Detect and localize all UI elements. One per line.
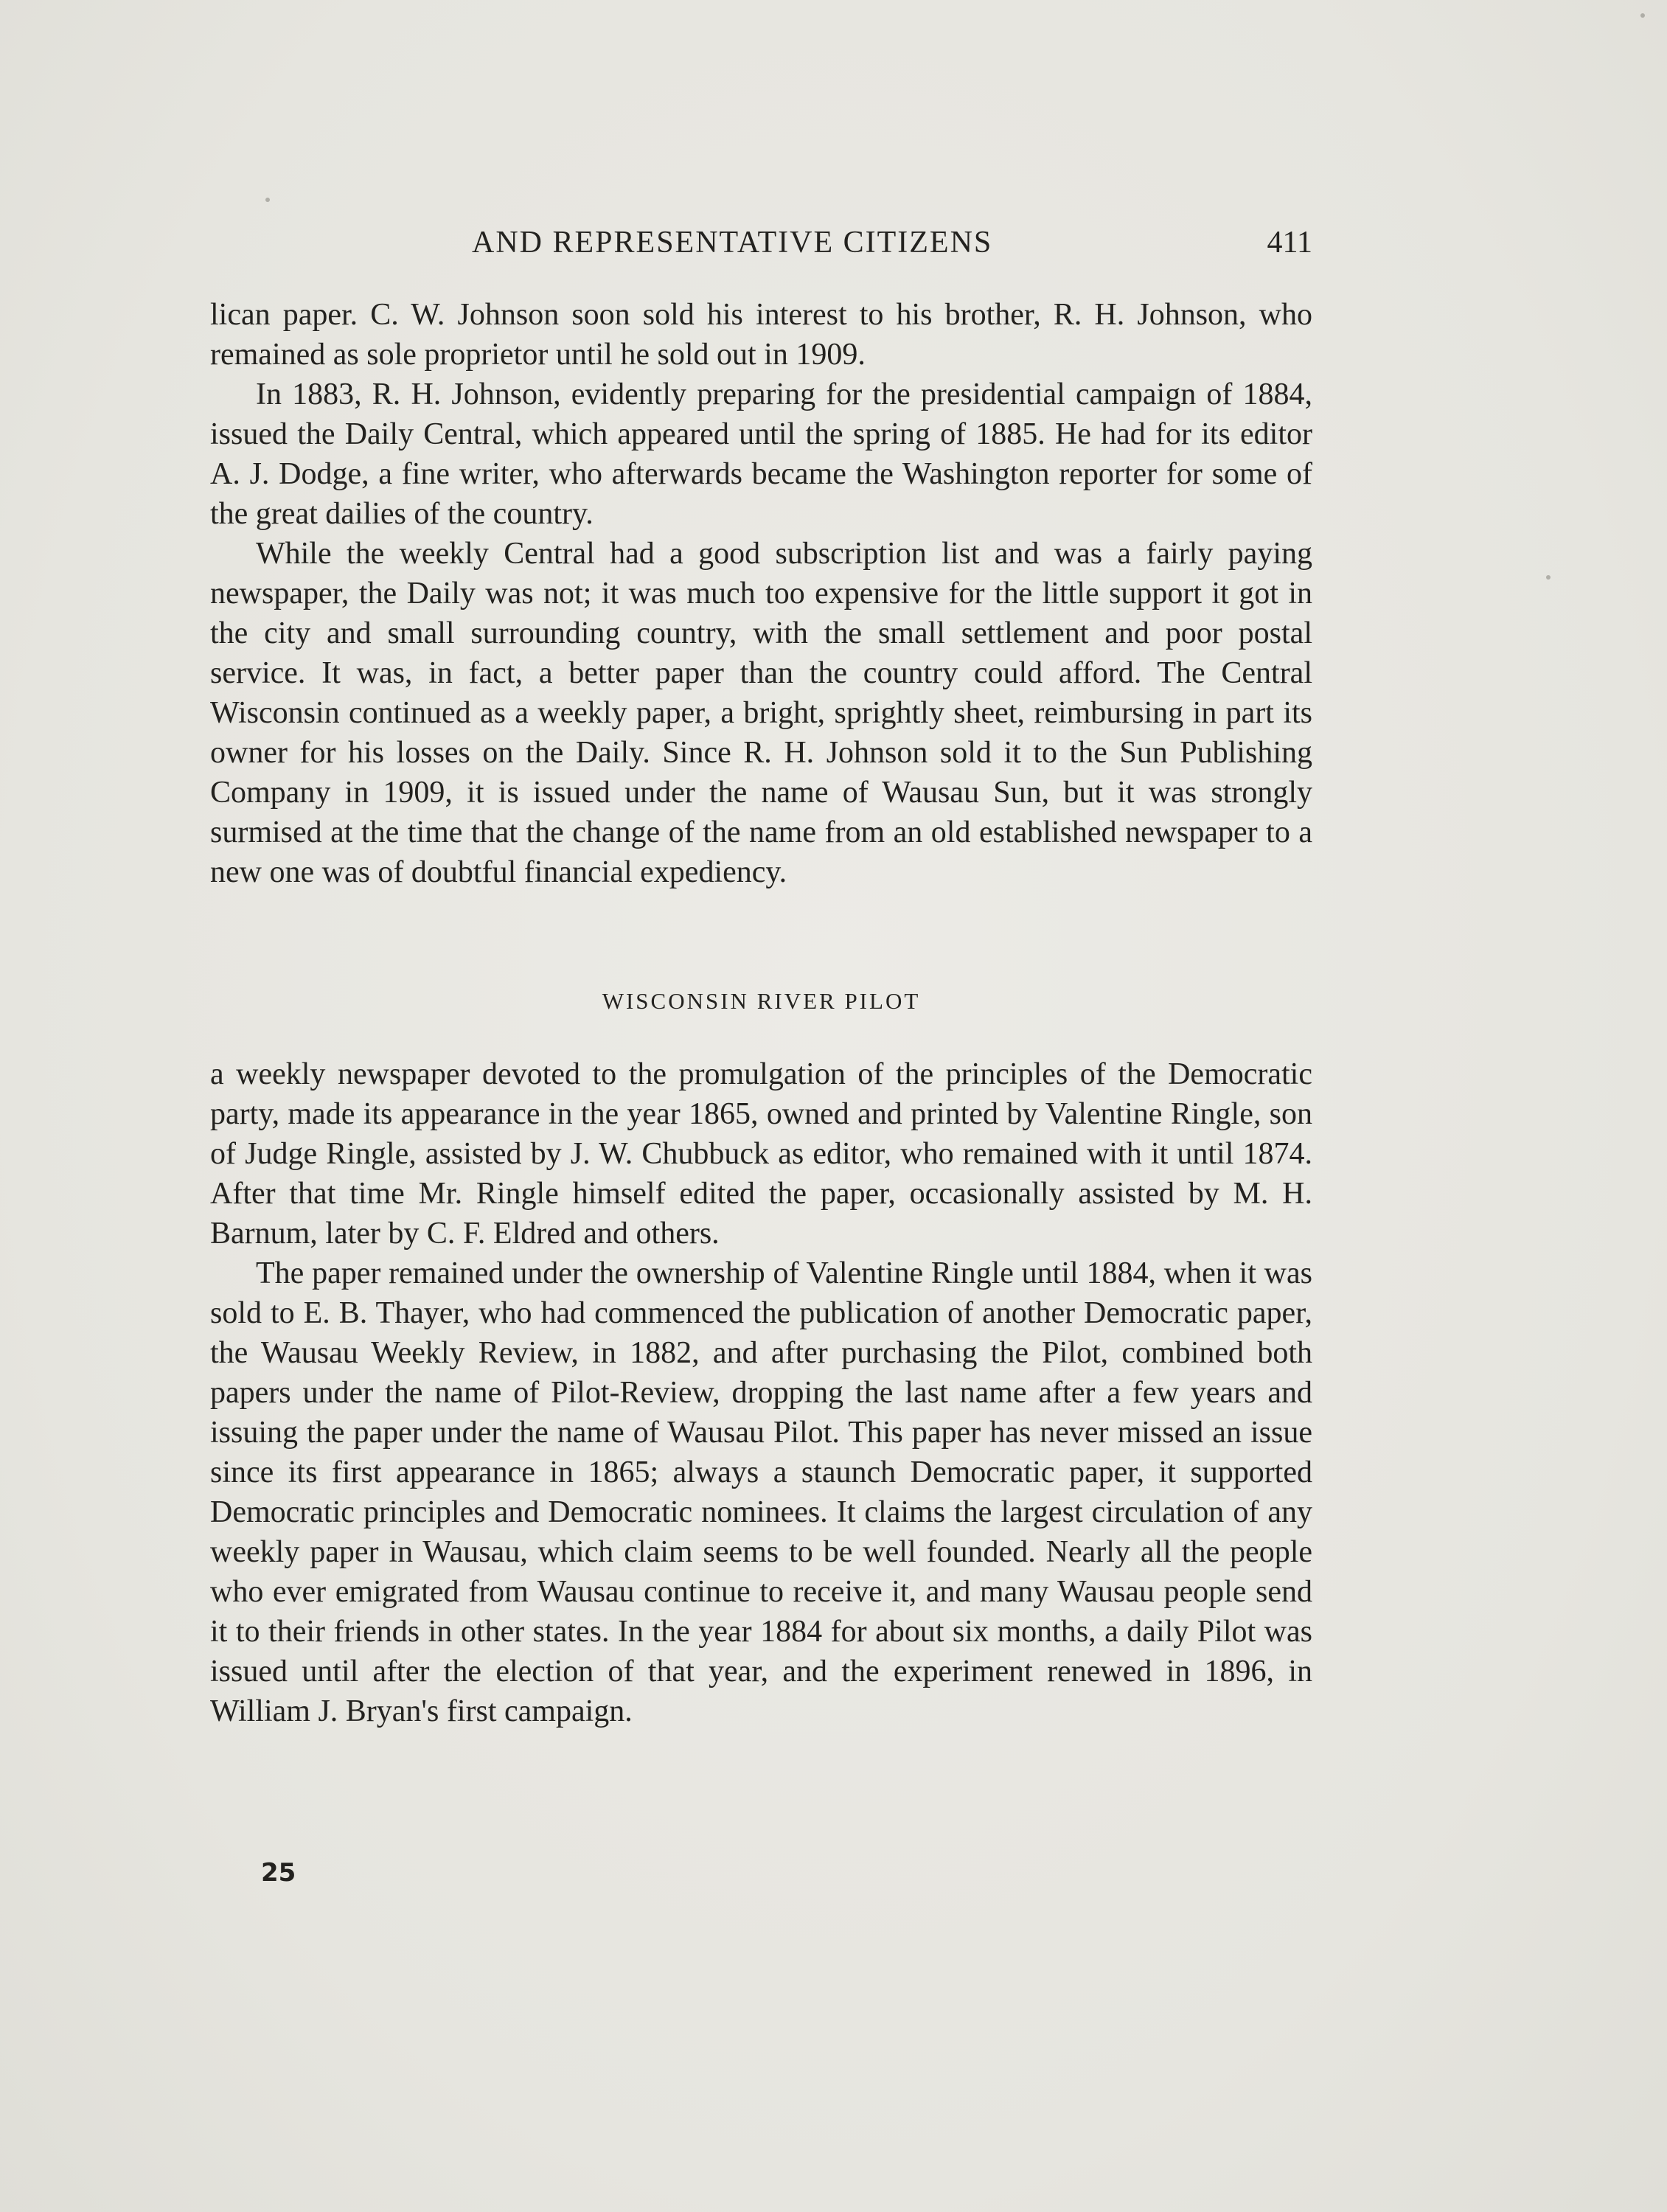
section-river-pilot <box>210 1054 1312 1731</box>
paragraph: While the weekly Central had a good subscription list and was a fairly paying newspaper, the Daily was not; it was much too expensive for the little support it got in the city and small surrounding country, with the small settlement and poor postal service. It was, in fact, a better paper than the country could afford. The Central Wisconsin continued as a weekly paper, a bright, sprightly sheet, reimbursing in part its owner for his losses on the Daily. Since R. H. Johnson sold it to the Sun Publishing Company in 1909, it is issued under the name of Wausau Sun, but it was strongly surmised at the time that the change of the name from an old established newspaper to a new one was of doubtful financial expediency. <box>210 537 1312 889</box>
signature-mark: 25 <box>261 1858 296 1888</box>
paper-speck <box>265 198 270 202</box>
page-number: 411 <box>1267 226 1312 260</box>
running-title: AND REPRESENTATIVE CITIZENS <box>472 226 993 260</box>
paragraph: The paper remained under the ownership of Valentine Ringle until 1884, when it was sold to E. B. Thayer, who had commenced the publication of another Democratic paper, the Wausau Weekly Review, in 1882, and after purchasing the Pilot, combined both papers under the name of Pilot-Review, dropping the last name after a few years and issuing the paper under the name of Wausau Pilot. This paper has never missed an issue since its first appearance in 1865; always a staunch Democratic paper, it supported Democratic principles and Democratic nominees. It claims the largest circulation of any weekly paper in Wausau, which claim seems to be well founded. Nearly all the people who ever emigrated from Wausau continue to receive it, and many Wausau people send it to their friends in other states. In the year 1884 for about six months, a daily Pilot was issued until after the election of that year, and the experiment renewed in 1896, in William J. Bryan's first campaign. <box>210 1256 1312 1728</box>
paper-speck <box>1640 13 1645 18</box>
section-heading: WISCONSIN RIVER PILOT <box>602 988 921 1014</box>
section-johnson-central <box>210 295 1312 892</box>
running-head <box>210 225 1312 269</box>
paper-speck <box>1546 575 1551 580</box>
paragraph: In 1883, R. H. Johnson, evidently preparing for the presidential campaign of 1884, issued the Daily Central, which appeared until the spring of 1885. He had for its editor A. J. Dodge, a fine writer, who afterwards became the Washington reporter for some of the great dailies of the country. <box>210 378 1312 531</box>
paragraph: a weekly newspaper devoted to the promulgation of the principles of the Democratic party, made its appearance in the year 1865, owned and printed by Valentine Ringle, son of Judge Ringle, assisted by J. W. Chubbuck as editor, who remained with it until 1874. After that time Mr. Ringle himself edited the paper, occasionally assisted by M. H. Barnum, later by C. F. Eldred and others. <box>210 1057 1312 1251</box>
paragraph: lican paper. C. W. Johnson soon sold his interest to his brother, R. H. Johnson, who remained as sole proprietor until he sold out in 1909. <box>210 298 1312 372</box>
